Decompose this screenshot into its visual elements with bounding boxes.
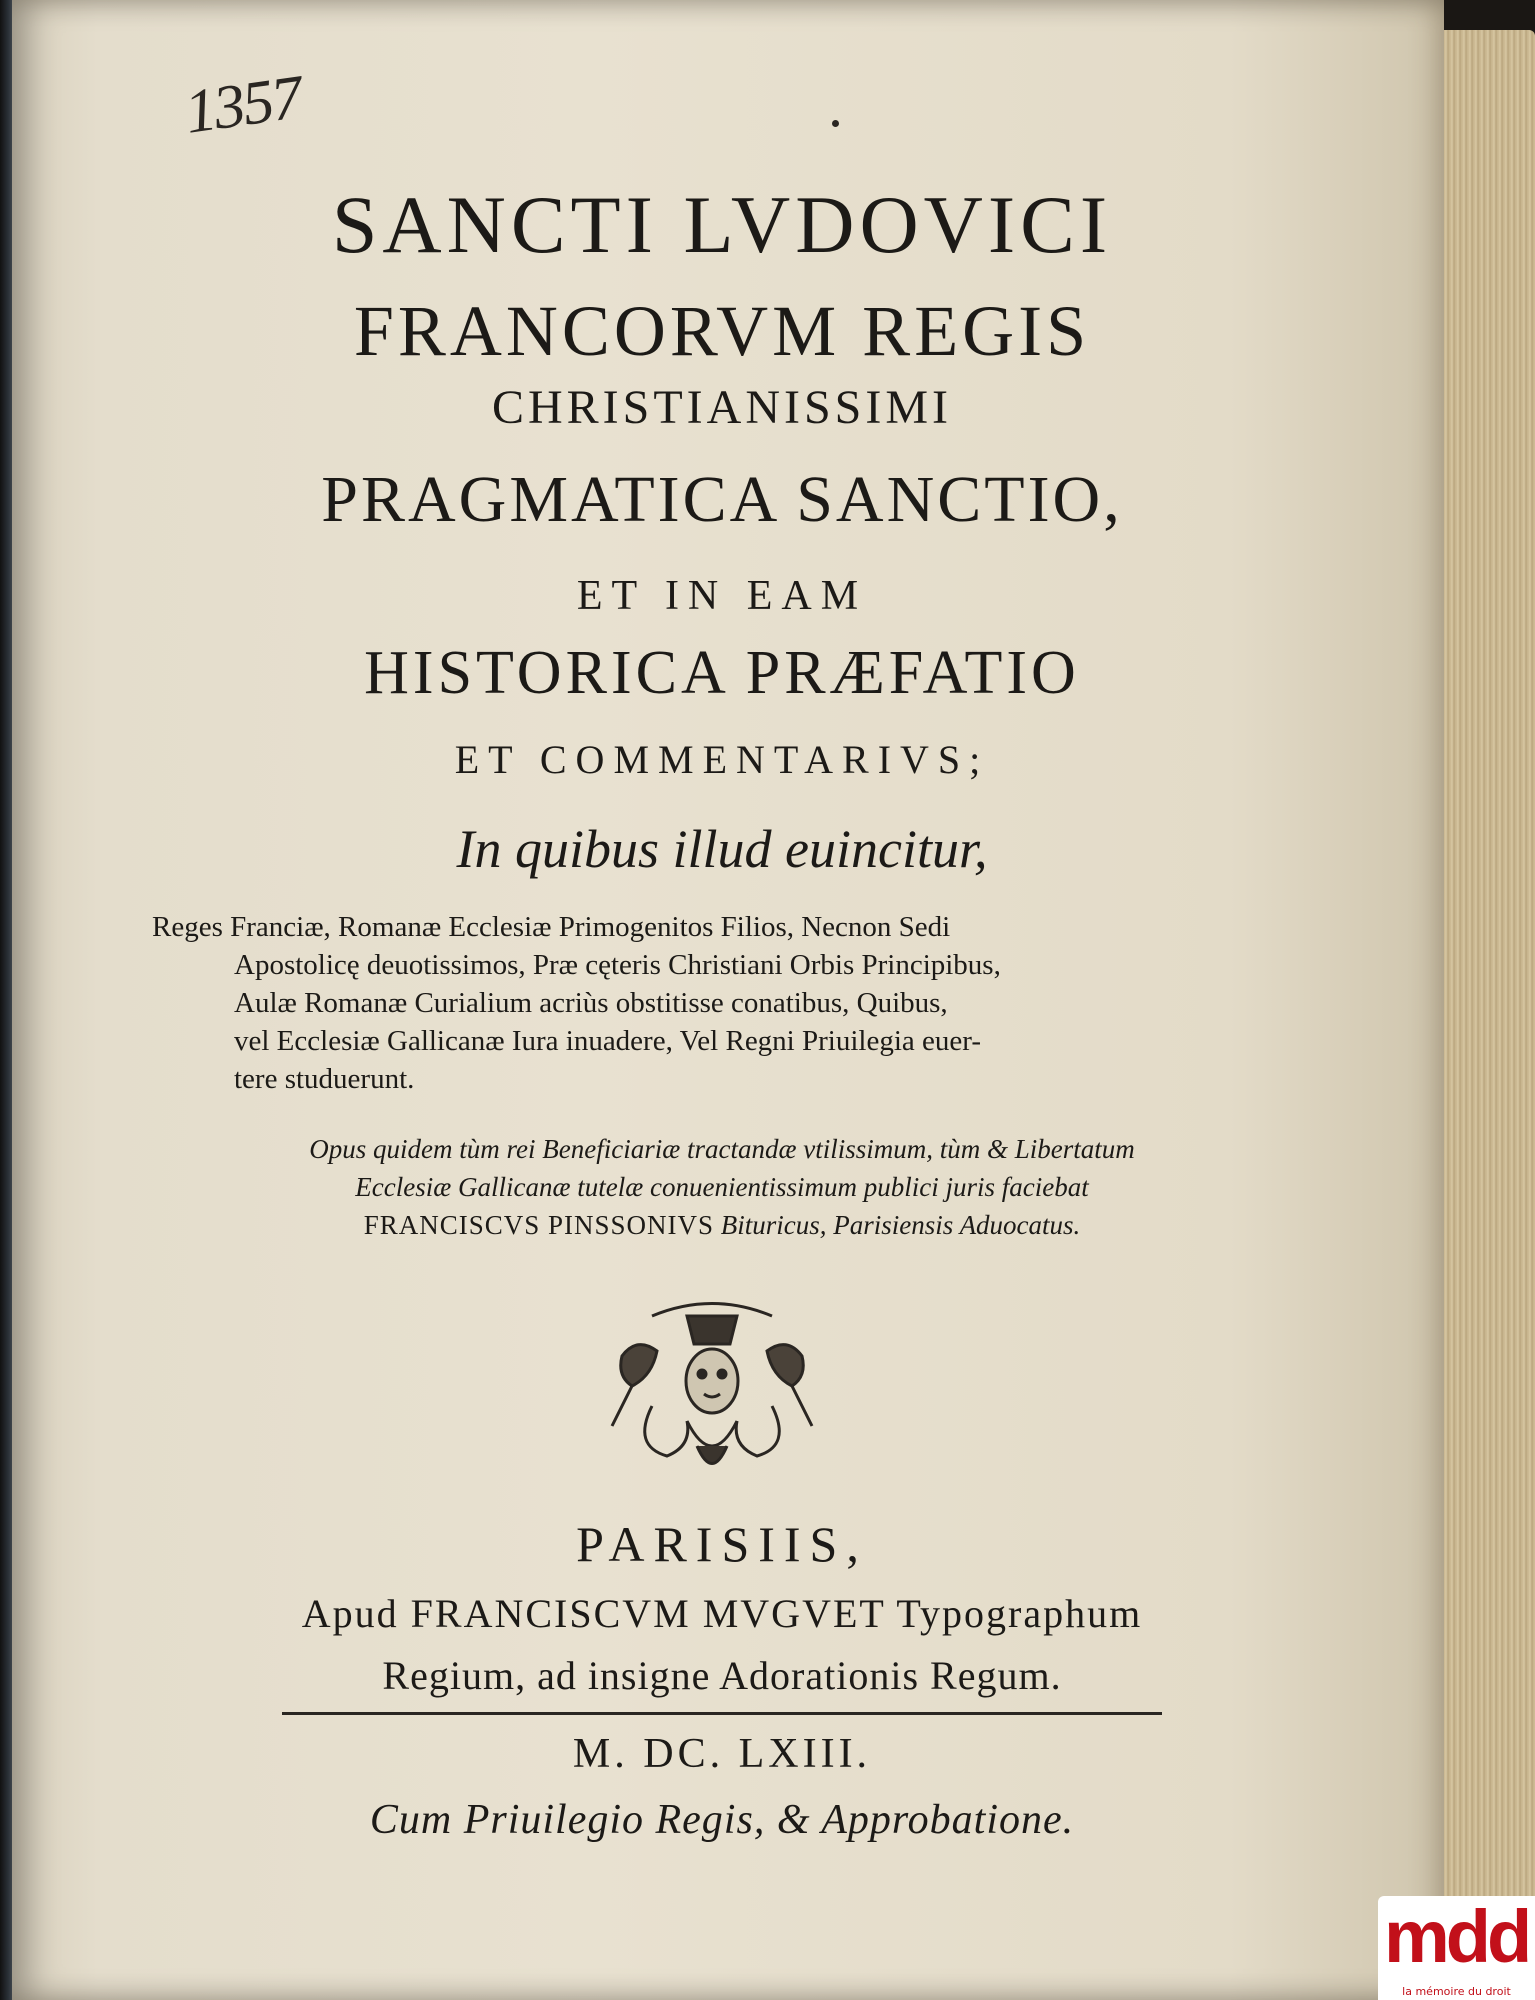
ink-dot — [832, 120, 839, 127]
opus-line-1: Opus quidem tùm rei Beneficiariæ tractandæ vtilissimum, tùm & Libertatum — [309, 1134, 1135, 1164]
mdd-logo-text: la mémoire du droit — [1402, 1985, 1511, 1998]
description-paragraph — [152, 908, 1250, 1098]
shelfmark-annotation: 1357 — [180, 63, 306, 147]
mdd-logo-mark: mdd — [1384, 1896, 1529, 1978]
opus-line-2: Ecclesiæ Gallicanæ tutelæ conuenientissimum publici juris faciebat — [355, 1172, 1089, 1202]
title-line-3: CHRISTIANISSIMI — [491, 381, 953, 434]
mdd-logo — [1378, 1896, 1535, 2000]
paragraph-line: Reges Franciæ, Romanæ Ecclesiæ Primogenitos Filios, Necnon Sedi — [152, 911, 951, 943]
author-name: FRANCISCVS PINSSONIVS — [363, 1210, 715, 1240]
divider-rule — [282, 1712, 1162, 1715]
title-line-6: HISTORICA PRÆFATIO — [364, 639, 1080, 707]
title-line-1: SANCTI LVDOVICI — [331, 179, 1113, 270]
title-line-5: ET IN EAM — [576, 573, 868, 619]
paragraph-line: vel Ecclesiæ Gallicanæ Iura inuadere, Vel Regni Priuilegia euer- — [234, 1025, 981, 1057]
opus-statement — [0, 1130, 1444, 1244]
author-description: Bituricus, Parisiensis Aduocatus. — [714, 1210, 1081, 1240]
paragraph-line: Apostolicę deuotissimos, Præ cęteris Christiani Orbis Principibus, — [234, 949, 1001, 981]
printer-ornament-icon — [592, 1296, 832, 1481]
title-line-7: ET COMMENTARIVS; — [454, 737, 990, 782]
imprint-city: PARISIIS, — [576, 1516, 868, 1572]
paragraph-line: tere studuerunt. — [234, 1063, 415, 1095]
title-line-2: FRANCORVM REGIS — [353, 291, 1091, 371]
opus-author-line — [0, 1206, 1444, 1244]
imprint-address: Regium, ad insigne Adorationis Regum. — [382, 1653, 1062, 1698]
imprint-printer: Apud FRANCISCVM MVGVET Typographum — [301, 1591, 1143, 1636]
title-line-4: PRAGMATICA SANCTIO, — [321, 463, 1123, 536]
page-edges — [1444, 30, 1535, 1985]
paragraph-line: Aulæ Romanæ Curialium acriùs obstitisse conatibus, Quibus, — [234, 987, 948, 1019]
title-line-8: In quibus illud euincitur, — [456, 819, 988, 879]
imprint-year: M. DC. LXIII. — [572, 1731, 872, 1777]
imprint-privilege: Cum Priuilegio Regis, & Approbatione. — [369, 1797, 1075, 1843]
